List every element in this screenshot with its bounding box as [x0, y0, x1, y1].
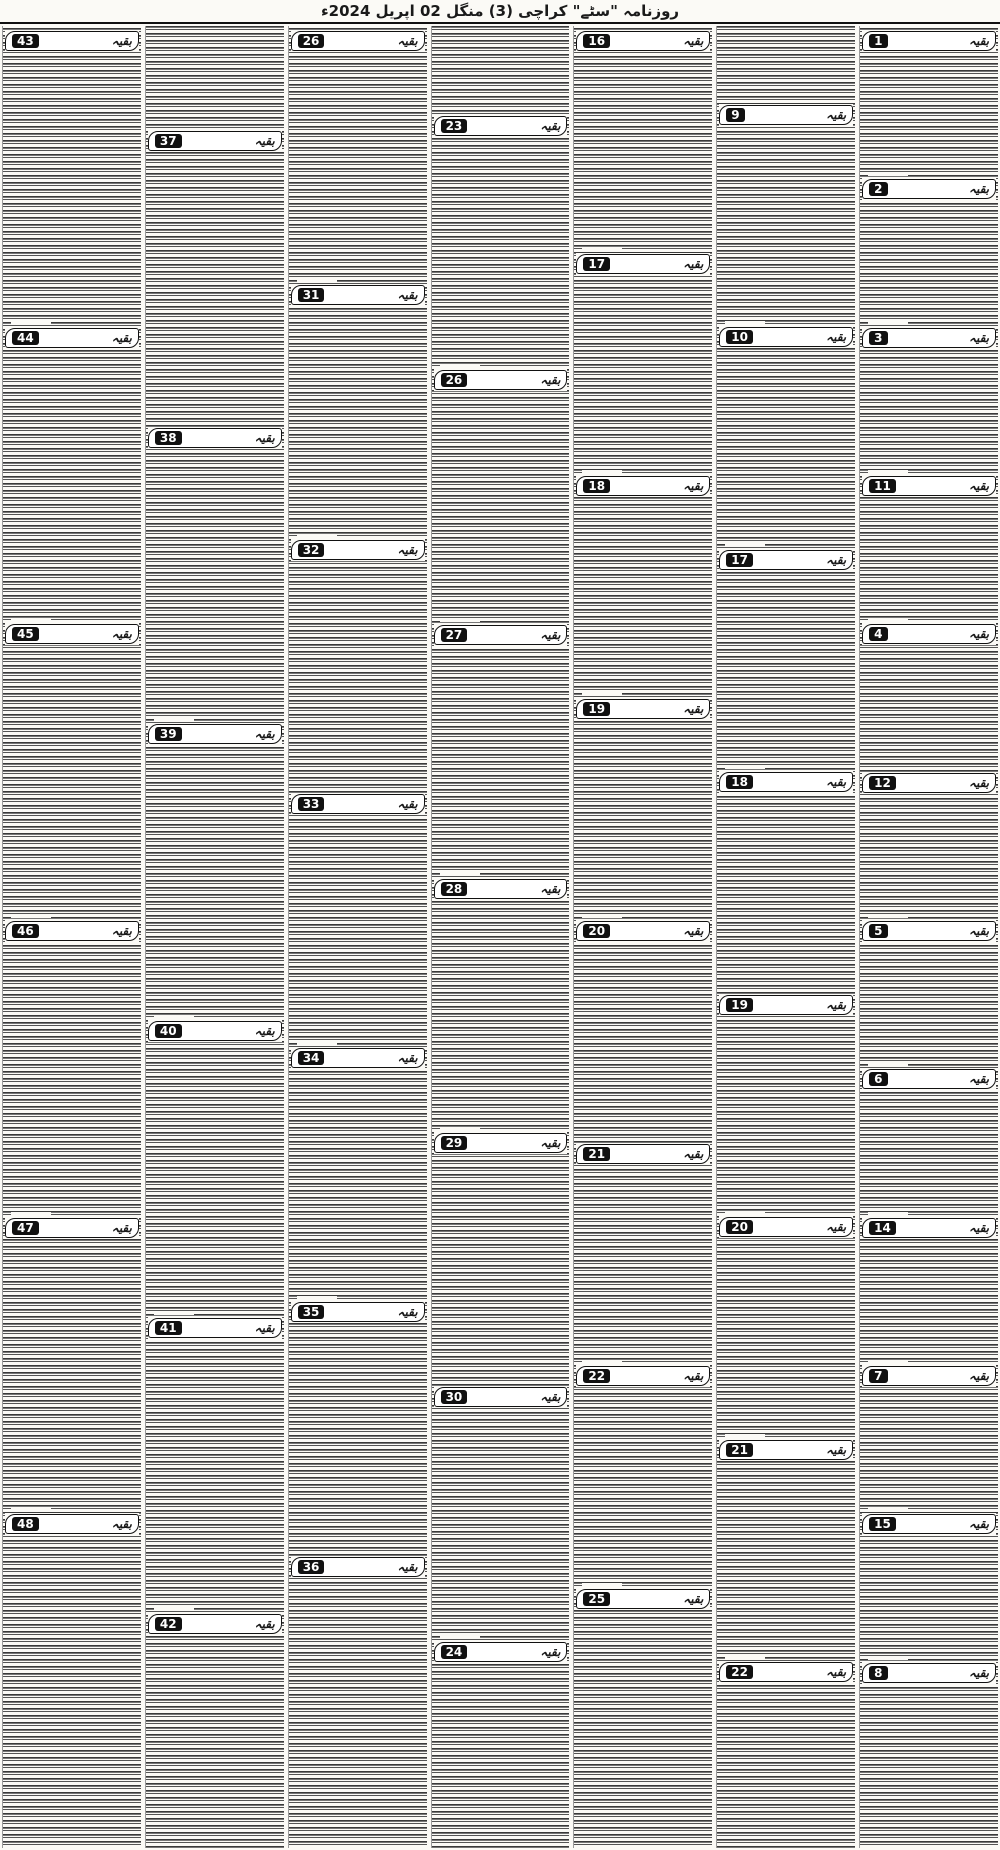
badge-number: 17 [583, 257, 610, 271]
paragraph-end-gap [725, 321, 765, 324]
badge-word: بقیہ [968, 924, 989, 938]
badge-frame [719, 1440, 853, 1460]
paragraph-end-gap [725, 1434, 765, 1437]
badge-number: 21 [726, 1443, 753, 1457]
badge-number: 31 [298, 288, 325, 302]
badge-number: 19 [583, 702, 610, 716]
paragraph-end-gap [11, 618, 51, 621]
continuation-badge [148, 723, 282, 745]
paragraph-end-gap [11, 322, 51, 325]
badge-word: بقیہ [968, 34, 989, 48]
badge-number: 1 [869, 34, 887, 48]
continuation-badge [434, 878, 568, 900]
badge-number: 35 [298, 1305, 325, 1319]
badge-number: 36 [298, 1560, 325, 1574]
badge-word: بقیہ [968, 331, 989, 345]
paragraph-end-gap [440, 619, 480, 622]
badge-frame [862, 773, 996, 793]
paragraph-end-gap [868, 618, 908, 621]
badge-number: 42 [155, 1617, 182, 1631]
badge-word: بقیہ [397, 1560, 418, 1574]
badge-frame [576, 1589, 710, 1609]
paragraph-end-gap [725, 989, 765, 992]
badge-frame [5, 31, 139, 51]
badge-number: 29 [441, 1136, 468, 1150]
badge-word: بقیہ [683, 1369, 704, 1383]
badge-frame [434, 625, 568, 645]
badge-word: بقیہ [826, 1220, 847, 1234]
continuation-badge [5, 1513, 139, 1535]
columns-container [2, 26, 998, 1848]
paragraph-end-gap [725, 1656, 765, 1659]
badge-frame [434, 1133, 568, 1153]
badge-frame [576, 254, 710, 274]
badge-word: بقیہ [540, 373, 561, 387]
badge-number: 47 [12, 1221, 39, 1235]
continuation-badge [576, 698, 710, 720]
badge-word: بقیہ [683, 479, 704, 493]
badge-word: بقیہ [254, 727, 275, 741]
continuation-badge [576, 1588, 710, 1610]
badge-number: 44 [12, 331, 39, 345]
continuation-badge [862, 623, 996, 645]
badge-number: 38 [155, 431, 182, 445]
paragraph-end-gap [297, 1296, 337, 1299]
text-column-2 [716, 26, 855, 1848]
continuation-badge [862, 1365, 996, 1387]
paragraph-end-gap [868, 1360, 908, 1363]
badge-word: بقیہ [968, 1666, 989, 1680]
badge-frame [576, 699, 710, 719]
badge-word: بقیہ [111, 627, 132, 641]
badge-frame [719, 105, 853, 125]
badge-word: بقیہ [540, 1645, 561, 1659]
paragraph-end-gap [582, 915, 622, 918]
badge-word: بقیہ [540, 1136, 561, 1150]
paragraph-end-gap [582, 1138, 622, 1141]
continuation-badge [291, 1556, 425, 1578]
badge-frame [148, 1318, 282, 1338]
text-column-6 [145, 26, 284, 1848]
continuation-badge [576, 253, 710, 275]
badge-number: 43 [12, 34, 39, 48]
continuation-badge [291, 1047, 425, 1069]
badge-number: 20 [726, 1220, 753, 1234]
continuation-badge [576, 30, 710, 52]
continuation-badge [434, 624, 568, 646]
paragraph-end-gap [868, 1508, 908, 1511]
paragraph-end-gap [725, 766, 765, 769]
badge-number: 11 [869, 479, 896, 493]
continuation-badge [434, 1132, 568, 1154]
badge-word: بقیہ [968, 1369, 989, 1383]
badge-word: بقیہ [397, 543, 418, 557]
continuation-badge [434, 1386, 568, 1408]
badge-frame [5, 1218, 139, 1238]
badge-frame [148, 428, 282, 448]
continuation-badge [862, 1217, 996, 1239]
badge-number: 9 [726, 108, 744, 122]
badge-frame [5, 1514, 139, 1534]
badge-word: بقیہ [683, 1147, 704, 1161]
badge-word: بقیہ [968, 1072, 989, 1086]
badge-number: 14 [869, 1221, 896, 1235]
badge-number: 22 [583, 1369, 610, 1383]
badge-frame [291, 1302, 425, 1322]
text-column-5 [288, 26, 427, 1848]
paragraph-end-gap [11, 1212, 51, 1215]
badge-frame [862, 624, 996, 644]
badge-number: 7 [869, 1369, 887, 1383]
badge-frame [291, 540, 425, 560]
badge-number: 23 [441, 119, 468, 133]
badge-frame [291, 285, 425, 305]
paragraph-end-gap [297, 788, 337, 791]
badge-word: بقیہ [826, 330, 847, 344]
badge-word: بقیہ [254, 1321, 275, 1335]
continuation-badge [434, 115, 568, 137]
paragraph-end-gap [582, 1583, 622, 1586]
badge-number: 12 [869, 776, 896, 790]
badge-number: 48 [12, 1517, 39, 1531]
continuation-badge [5, 30, 139, 52]
continuation-badge [862, 327, 996, 349]
paragraph-end-gap [725, 1211, 765, 1214]
badge-frame [719, 1662, 853, 1682]
text-column-4 [431, 26, 570, 1848]
badge-number: 24 [441, 1645, 468, 1659]
badge-frame [434, 116, 568, 136]
badge-word: بقیہ [397, 1305, 418, 1319]
badge-number: 30 [441, 1390, 468, 1404]
continuation-badge [148, 1317, 282, 1339]
badge-frame [862, 476, 996, 496]
paragraph-end-gap [582, 1360, 622, 1363]
badge-number: 34 [298, 1051, 325, 1065]
badge-number: 41 [155, 1321, 182, 1335]
badge-frame [576, 1366, 710, 1386]
badge-word: بقیہ [826, 108, 847, 122]
badge-frame [862, 31, 996, 51]
badge-word: بقیہ [968, 1517, 989, 1531]
continuation-badge [862, 1513, 996, 1535]
badge-number: 17 [726, 553, 753, 567]
badge-frame [576, 921, 710, 941]
badge-word: بقیہ [397, 1051, 418, 1065]
continuation-badge [862, 178, 996, 200]
badge-word: بقیہ [540, 1390, 561, 1404]
continuation-badge [148, 1613, 282, 1635]
badge-frame [434, 879, 568, 899]
badge-word: بقیہ [111, 331, 132, 345]
continuation-badge [862, 920, 996, 942]
badge-frame [862, 1663, 996, 1683]
continuation-badge [5, 1217, 139, 1239]
paragraph-end-gap [582, 470, 622, 473]
continuation-badge [719, 104, 853, 126]
badge-word: بقیہ [683, 257, 704, 271]
badge-word: بقیہ [826, 1443, 847, 1457]
continuation-badge [434, 1641, 568, 1663]
badge-frame [719, 995, 853, 1015]
badge-word: بقیہ [968, 627, 989, 641]
paragraph-end-gap [297, 534, 337, 537]
badge-word: بقیہ [111, 924, 132, 938]
badge-word: بقیہ [254, 1024, 275, 1038]
continuation-badge [719, 994, 853, 1016]
continuation-badge [862, 475, 996, 497]
badge-number: 20 [583, 924, 610, 938]
badge-word: بقیہ [254, 134, 275, 148]
badge-frame [291, 31, 425, 51]
badge-word: بقیہ [968, 182, 989, 196]
continuation-badge [576, 475, 710, 497]
masthead: روزنامہ "سٹے" کراچی (3) منگل 02 اپریل 2024ء [0, 0, 1000, 24]
badge-frame [148, 131, 282, 151]
continuation-badge [862, 772, 996, 794]
badge-word: بقیہ [540, 882, 561, 896]
paragraph-end-gap [154, 422, 194, 425]
badge-frame [291, 794, 425, 814]
badge-number: 32 [298, 543, 325, 557]
continuation-badge [719, 326, 853, 348]
badge-number: 37 [155, 134, 182, 148]
paragraph-end-gap [868, 470, 908, 473]
badge-word: بقیہ [826, 553, 847, 567]
badge-number: 45 [12, 627, 39, 641]
badge-word: بقیہ [397, 288, 418, 302]
badge-word: بقیہ [397, 34, 418, 48]
badge-number: 2 [869, 182, 887, 196]
paragraph-end-gap [154, 1312, 194, 1315]
paragraph-end-gap [440, 364, 480, 367]
badge-frame [862, 1069, 996, 1089]
paragraph-end-gap [11, 1508, 51, 1511]
badge-word: بقیہ [397, 797, 418, 811]
badge-number: 27 [441, 628, 468, 642]
continuation-badge [576, 1143, 710, 1165]
paragraph-end-gap [868, 915, 908, 918]
badge-frame [5, 328, 139, 348]
paragraph-end-gap [582, 248, 622, 251]
continuation-badge [719, 771, 853, 793]
badge-frame [862, 1218, 996, 1238]
badge-frame [862, 179, 996, 199]
badge-number: 16 [583, 34, 610, 48]
badge-word: بقیہ [254, 1617, 275, 1631]
badge-frame [434, 1642, 568, 1662]
badge-frame [862, 328, 996, 348]
badge-number: 15 [869, 1517, 896, 1531]
badge-number: 22 [726, 1665, 753, 1679]
badge-number: 4 [869, 627, 887, 641]
badge-word: بقیہ [826, 998, 847, 1012]
badge-number: 33 [298, 797, 325, 811]
badge-frame [5, 921, 139, 941]
paragraph-end-gap [868, 1657, 908, 1660]
badge-word: بقیہ [683, 924, 704, 938]
badge-frame [719, 1217, 853, 1237]
badge-frame [148, 1614, 282, 1634]
badge-word: بقیہ [826, 775, 847, 789]
continuation-badge [291, 539, 425, 561]
badge-number: 40 [155, 1024, 182, 1038]
badge-word: بقیہ [540, 119, 561, 133]
badge-frame [576, 31, 710, 51]
paragraph-end-gap [868, 1212, 908, 1215]
continuation-badge [291, 1301, 425, 1323]
continuation-badge [291, 30, 425, 52]
continuation-badge [148, 130, 282, 152]
continuation-badge [576, 1365, 710, 1387]
badge-word: بقیہ [540, 628, 561, 642]
badge-frame [434, 1387, 568, 1407]
badge-number: 21 [583, 1147, 610, 1161]
continuation-badge [719, 1661, 853, 1683]
continuation-badge [862, 30, 996, 52]
badge-frame [291, 1048, 425, 1068]
badge-number: 39 [155, 727, 182, 741]
badge-word: بقیہ [968, 1221, 989, 1235]
continuation-badge [862, 1068, 996, 1090]
paragraph-end-gap [154, 1608, 194, 1611]
paragraph-end-gap [868, 173, 908, 176]
paragraph-end-gap [868, 322, 908, 325]
badge-word: بقیہ [968, 479, 989, 493]
text-column-3 [573, 26, 712, 1848]
continuation-badge [434, 369, 568, 391]
badge-number: 10 [726, 330, 753, 344]
badge-number: 18 [583, 479, 610, 493]
continuation-badge [862, 1662, 996, 1684]
badge-word: بقیہ [826, 1665, 847, 1679]
paragraph-end-gap [154, 1015, 194, 1018]
continuation-badge [291, 793, 425, 815]
badge-frame [719, 550, 853, 570]
continuation-badge [719, 1439, 853, 1461]
badge-word: بقیہ [683, 702, 704, 716]
badge-word: بقیہ [254, 431, 275, 445]
paragraph-end-gap [582, 693, 622, 696]
badge-frame [862, 921, 996, 941]
continuation-badge [5, 327, 139, 349]
badge-word: بقیہ [111, 1517, 132, 1531]
continuation-badge [148, 1020, 282, 1042]
badge-frame [148, 1021, 282, 1041]
badge-frame [862, 1366, 996, 1386]
badge-frame [719, 327, 853, 347]
continuation-badge [291, 284, 425, 306]
badge-number: 26 [298, 34, 325, 48]
continuation-badge [719, 549, 853, 571]
continuation-badge [719, 1216, 853, 1238]
badge-frame [148, 724, 282, 744]
badge-word: بقیہ [683, 1592, 704, 1606]
text-column-7 [2, 26, 141, 1848]
paragraph-end-gap [440, 1381, 480, 1384]
continuation-badge [5, 920, 139, 942]
badge-frame [5, 624, 139, 644]
continuation-badge [5, 623, 139, 645]
continuation-badge [148, 427, 282, 449]
paragraph-end-gap [297, 1551, 337, 1554]
badge-frame [862, 1514, 996, 1534]
badge-word: بقیہ [111, 34, 132, 48]
badge-number: 8 [869, 1666, 887, 1680]
paragraph-end-gap [868, 767, 908, 770]
badge-number: 19 [726, 998, 753, 1012]
badge-number: 18 [726, 775, 753, 789]
badge-number: 5 [869, 924, 887, 938]
continuation-badge [576, 920, 710, 942]
badge-frame [576, 1144, 710, 1164]
paragraph-end-gap [440, 873, 480, 876]
badge-number: 28 [441, 882, 468, 896]
badge-number: 46 [12, 924, 39, 938]
badge-number: 6 [869, 1072, 887, 1086]
badge-number: 3 [869, 331, 887, 345]
badge-word: بقیہ [111, 1221, 132, 1235]
paragraph-end-gap [440, 1636, 480, 1639]
paragraph-end-gap [868, 1063, 908, 1066]
badge-frame [719, 772, 853, 792]
paragraph-end-gap [154, 718, 194, 721]
badge-word: بقیہ [968, 776, 989, 790]
paragraph-end-gap [440, 1127, 480, 1130]
badge-frame [291, 1557, 425, 1577]
badge-number: 26 [441, 373, 468, 387]
badge-word: بقیہ [683, 34, 704, 48]
paragraph-end-gap [11, 915, 51, 918]
paragraph-end-gap [725, 544, 765, 547]
text-column-1 [859, 26, 998, 1848]
paragraph-end-gap [297, 279, 337, 282]
paragraph-end-gap [297, 1042, 337, 1045]
badge-frame [434, 370, 568, 390]
badge-number: 25 [583, 1592, 610, 1606]
badge-frame [576, 476, 710, 496]
